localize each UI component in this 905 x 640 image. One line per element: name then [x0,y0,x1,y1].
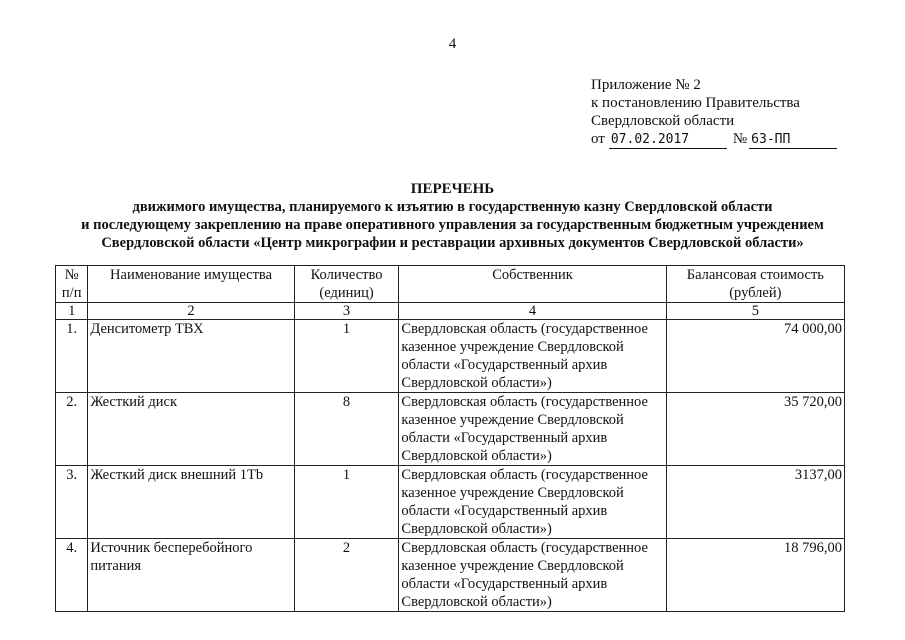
row-value: 3137,00 [666,466,844,539]
row-name: Денситометр ТВХ [88,320,294,393]
table-row [56,393,845,466]
header-number: № п/п [56,266,88,303]
row-name: Жесткий диск [88,393,294,466]
row-number: 2. [56,393,88,466]
row-number: 1. [56,320,88,393]
row-quantity: 1 [294,320,399,393]
property-table [55,265,845,612]
date-field: 07.02.2017 [609,132,727,149]
title-heading: ПЕРЕЧЕНЬ [410,181,495,197]
number-prefix: № [732,131,748,147]
appendix-block [591,76,837,149]
document-title [0,180,905,252]
row-number: 4. [56,539,88,612]
title-line-2: и последующему закреплению на праве оперативного управления за государственным бюджетным учреждением [81,217,824,233]
column-number: 1 [56,303,88,320]
column-number: 3 [294,303,399,320]
row-number: 3. [56,466,88,539]
column-number: 4 [399,303,666,320]
row-value: 35 720,00 [666,393,844,466]
table-header-row [56,266,845,303]
row-value: 74 000,00 [666,320,844,393]
appendix-date-line [591,130,837,149]
row-name: Источник бесперебойного питания [88,539,294,612]
row-quantity: 1 [294,466,399,539]
row-owner: Свердловская область (государственное казенное учреждение Свердловской области «Государственный архив Свердловской области») [399,320,666,393]
row-owner: Свердловская область (государственное казенное учреждение Свердловской области «Государственный архив Свердловской области») [399,539,666,612]
header-quantity: Количество (единиц) [294,266,399,303]
appendix-line-3: Свердловской области [591,113,735,129]
row-owner: Свердловская область (государственное казенное учреждение Свердловской области «Государственный архив Свердловской области») [399,466,666,539]
number-field: 63-ПП [749,132,837,149]
appendix-line-1: Приложение № 2 [591,77,701,93]
header-owner: Собственник [399,266,666,303]
column-number: 5 [666,303,844,320]
appendix-line-2: к постановлению Правительства [591,95,800,111]
row-value: 18 796,00 [666,539,844,612]
column-number: 2 [88,303,294,320]
date-prefix: от [591,131,605,147]
row-name: Жесткий диск внешний 1Tb [88,466,294,539]
table-row [56,466,845,539]
row-owner: Свердловская область (государственное казенное учреждение Свердловской области «Государственный архив Свердловской области») [399,393,666,466]
title-line-3: Свердловской области «Центр микрографии и реставрации архивных документов Свердловской области» [101,235,804,251]
row-quantity: 2 [294,539,399,612]
header-name: Наименование имущества [88,266,294,303]
column-number-row [56,303,845,320]
page-number: 4 [448,36,457,52]
row-quantity: 8 [294,393,399,466]
table-row [56,320,845,393]
title-line-1: движимого имущества, планируемого к изъятию в государственную казну Свердловской области [132,199,773,215]
header-value: Балансовая стоимость (рублей) [666,266,844,303]
table-row [56,539,845,612]
